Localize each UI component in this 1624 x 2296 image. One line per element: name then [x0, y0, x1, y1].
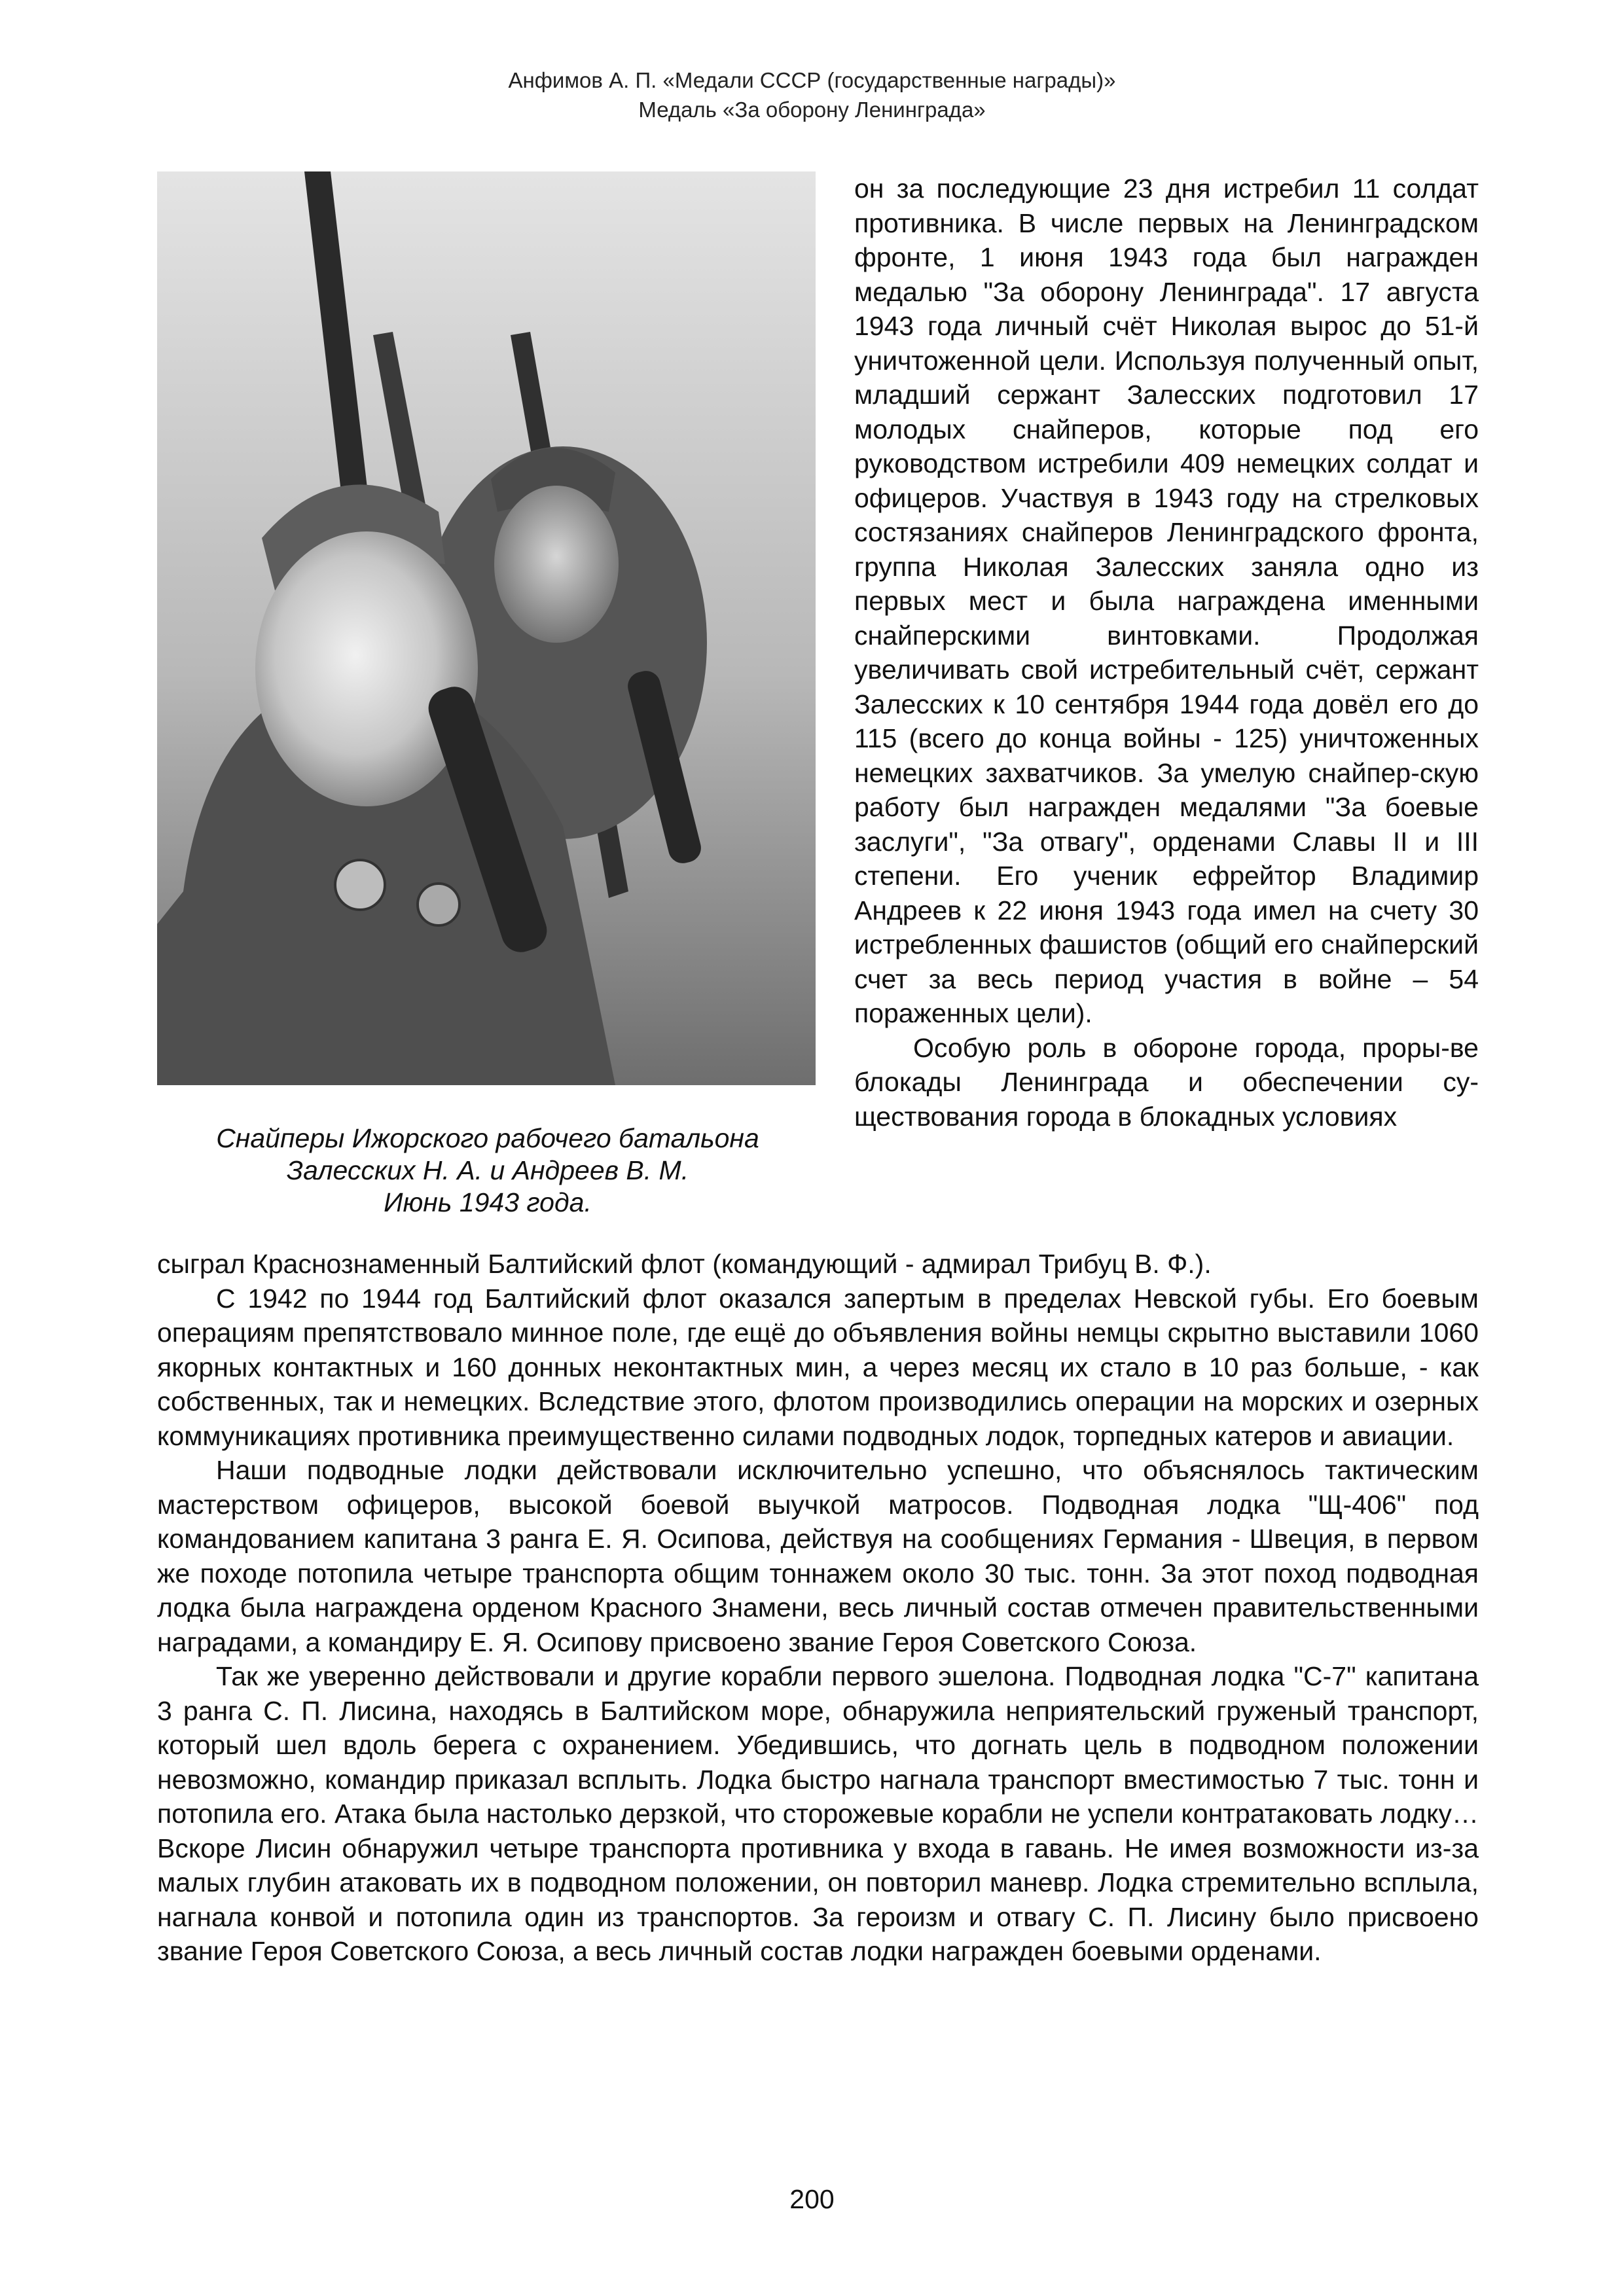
- photo-caption: [151, 1122, 825, 1219]
- caption-line-3: Июнь 1943 года.: [384, 1187, 592, 1217]
- page-header: [0, 65, 1624, 124]
- photo-illustration: [157, 171, 816, 1085]
- paragraph: Наши подводные лодки действовали исключительно успешно, что объяснялось тактическим мастерством офицеров, высокой боевой выучкой матросов. Подводная лодка "Щ-406" под командованием капитана 3 ранга Е. Я. Осипова, действуя на сообщениях Германия - Швеция, в первом же походе потопила четыре транспорта общим тоннажем около 30 тыс. тонн. За этот поход подводная лодка была награждена орденом Красного Знамени, весь личный состав отмечен правительственными наградами, а командиру Е. Я. Осипову присвоено звание Героя Советского Союза.: [157, 1455, 1479, 1657]
- paragraph: Так же уверенно действовали и другие корабли первого эшелона. Подводная лодка "С-7" капитана 3 ранга С. П. Лисина, находясь в Балтийском море, обнаружила неприятельский груженый транспорт, который шел вдоль берега с охранением. Убедившись, что догнать цель в подводном положении невозможно, командир приказал всплыть. Лодка быстро нагнала транспорт вместимостью 7 тыс. тонн и потопила его. Атака была настолько дерзкой, что сторожевые корабли не успели контратаковать лодку… Вскоре Лисин обнаружил четыре транспорта противника у входа в гавань. Не имея возможности из-за малых глубин атаковать их в подводном положении, он повторил маневр. Лодка стремительно всплыла, нагнала конвой и потопила один из транспортов. За героизм и отвагу С. П. Лисину было присвоено звание Героя Советского Союза, а весь личный состав лодки награжден боевыми орденами.: [157, 1661, 1479, 1966]
- caption-line-2: Залесских Н. А. и Андреев В. М.: [286, 1155, 689, 1185]
- page-number: 200: [789, 2184, 835, 2214]
- caption-line-1: Снайперы Ижорского рабочего батальона: [216, 1123, 759, 1153]
- paragraph: С 1942 по 1944 год Балтийский флот оказался запертым в пределах Невской губы. Его боевым операциям препятствовало минное поле, где ещё до объявления войны немцы скрытно выставили 1060 якорных контактных и 160 донных неконтактных мин, а через месяц их стало в 10 раз больше, - как собственных, так и немецких. Вследствие этого, флотом производились операции на морских и озерных коммуникациях противника преимущественно силами подводных лодок, торпедных катеров и авиации.: [157, 1283, 1479, 1451]
- main-body-text: [157, 1247, 1479, 1969]
- header-line-1: Анфимов А. П. «Медали СССР (государственные награды)»: [508, 68, 1116, 92]
- paragraph: Особую роль в обороне города, проры-ве блокады Ленинграда и обеспечении су-ществования города в блокадных условиях: [854, 1032, 1479, 1132]
- paragraph: он за последующие 23 дня истребил 11 солдат противника. В числе первых на Ленинградском фронте, 1 июня 1943 года был награжден медалью "За оборону Ленинграда". 17 августа 1943 года личный счёт Николая вырос до 51-й уничтоженной цели. Используя полученный опыт, младший сержант Залесских подготовил 17 молодых снайперов, которые под его руководством истребили 409 немецких солдат и офицеров. Участвуя в 1943 году на стрелковых состязаниях снайперов Ленинградского фронта, группа Николая Залесских заняла одно из первых мест и была награждена именными снайперскими винтовками. Продолжая увеличивать свой истребительный счёт, сержант Залесских к 10 сентября 1944 года довёл его до 115 (всего до конца войны - 125) уничтоженных немецких захватчиков. За умелую снайпер-скую работу был награжден медалями "За боевые заслуги", "За отвагу", орденами Славы II и III степени. Его ученик ефрейтор Владимир Андреев к 22 июня 1943 года имел на счету 30 истребленных фашистов (общий его снайперский счет за весь период участия в войне – 54 пораженных цели).: [854, 173, 1479, 1028]
- paragraph: сыграл Краснознаменный Балтийский флот (командующий - адмирал Трибуц В. Ф.).: [157, 1249, 1212, 1279]
- header-line-2: Медаль «За оборону Ленинграда»: [638, 98, 986, 122]
- sniper-photo: [157, 171, 816, 1085]
- right-column-text: [854, 171, 1479, 1134]
